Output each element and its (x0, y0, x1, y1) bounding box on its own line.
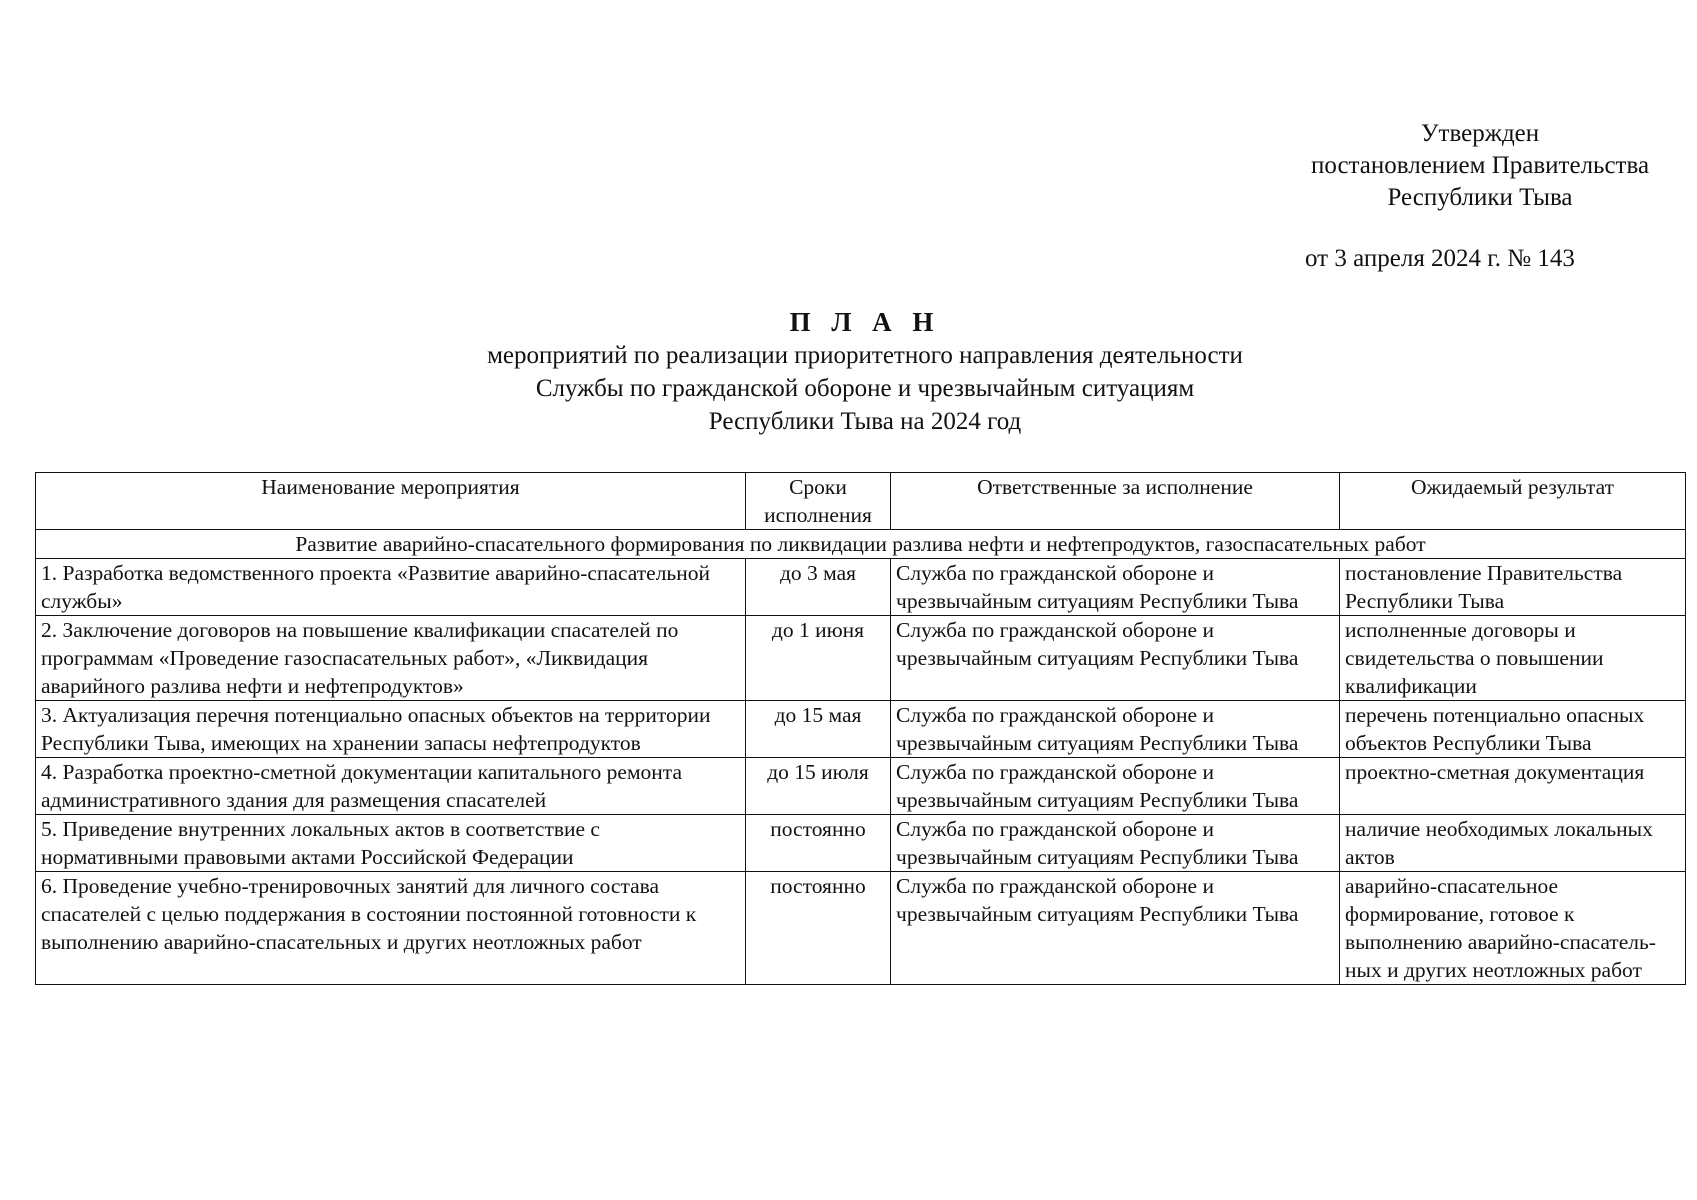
cell-responsible: Служба по гражданской обороне и чрезвычайным ситуациям Республики Тыва (891, 559, 1340, 616)
table-row (36, 758, 1686, 815)
cell-result: проектно-сметная документация (1340, 758, 1686, 815)
header-result: Ожидаемый результат (1340, 473, 1686, 530)
cell-deadline: до 1 июня (746, 616, 891, 701)
approval-line-2: постановлением Правительства (1310, 152, 1650, 179)
header-responsible: Ответственные за исполнение (891, 473, 1340, 530)
cell-result: перечень потенциально опасных объектов Республики Тыва (1340, 701, 1686, 758)
cell-result: аварийно-спасательное формирование, готовое к выполнению аварийно-спасатель-ных и других неотложных работ (1340, 872, 1686, 985)
plan-table (35, 472, 1686, 985)
cell-responsible: Служба по гражданской обороне и чрезвычайным ситуациям Республики Тыва (891, 701, 1340, 758)
table-row (36, 872, 1686, 985)
table-row (36, 616, 1686, 701)
header-deadline: Сроки исполнения (746, 473, 891, 530)
approval-line-1: Утвержден (1420, 120, 1540, 147)
cell-responsible: Служба по гражданской обороне и чрезвычайным ситуациям Республики Тыва (891, 758, 1340, 815)
cell-name: 4. Разработка проектно-сметной документации капитального ремонта административного здания для размещения спасателей (36, 758, 746, 815)
table-row (36, 701, 1686, 758)
cell-name: 1. Разработка ведомственного проекта «Развитие аварийно-спасательной службы» (36, 559, 746, 616)
cell-result: исполненные договоры и свидетельства о повышении квалификации (1340, 616, 1686, 701)
cell-responsible: Служба по гражданской обороне и чрезвычайным ситуациям Республики Тыва (891, 872, 1340, 985)
header-name: Наименование мероприятия (36, 473, 746, 530)
cell-deadline: постоянно (746, 815, 891, 872)
cell-name: 2. Заключение договоров на повышение квалификации спасателей по программам «Проведение газоспасательных работ», «Ликвидация аварийного разлива нефти и нефтепродуктов» (36, 616, 746, 701)
plan-subtitle-line-3: Республики Тыва на 2024 год (708, 408, 1022, 435)
plan-subtitle-line-1: мероприятий по реализации приоритетного направления деятельности (487, 342, 1243, 369)
approval-date: от 3 апреля 2024 г. № 143 (1305, 245, 1575, 272)
cell-deadline: до 3 мая (746, 559, 891, 616)
approval-stamp (1270, 118, 1690, 214)
cell-name: 6. Проведение учебно-тренировочных занятий для личного состава спасателей с целью поддержания в состоянии постоянной готовности к выполнению аварийно-спасательных и других неотложных работ (36, 872, 746, 985)
table-row (36, 559, 1686, 616)
cell-deadline: до 15 июля (746, 758, 891, 815)
plan-title-block (0, 305, 1697, 438)
table-row (36, 815, 1686, 872)
cell-name: 3. Актуализация перечня потенциально опасных объектов на территории Республики Тыва, имеющих на хранении запасы нефтепродуктов (36, 701, 746, 758)
approval-line-3: Республики Тыва (1387, 184, 1573, 211)
cell-responsible: Служба по гражданской обороне и чрезвычайным ситуациям Республики Тыва (891, 815, 1340, 872)
cell-name: 5. Приведение внутренних локальных актов в соответствие с нормативными правовыми актами Российской Федерации (36, 815, 746, 872)
section-title: Развитие аварийно-спасательного формирования по ликвидации разлива нефти и нефтепродуктов, газоспасательных работ (36, 530, 1686, 559)
plan-subtitle-line-2: Службы по гражданской обороне и чрезвычайным ситуациям (535, 375, 1195, 402)
section-row (36, 530, 1686, 559)
plan-heading: П Л А Н (789, 307, 941, 337)
cell-result: наличие необходимых локальных актов (1340, 815, 1686, 872)
cell-deadline: постоянно (746, 872, 891, 985)
cell-result: постановление Правительства Республики Тыва (1340, 559, 1686, 616)
cell-responsible: Служба по гражданской обороне и чрезвычайным ситуациям Республики Тыва (891, 616, 1340, 701)
table-header-row (36, 473, 1686, 530)
cell-deadline: до 15 мая (746, 701, 891, 758)
